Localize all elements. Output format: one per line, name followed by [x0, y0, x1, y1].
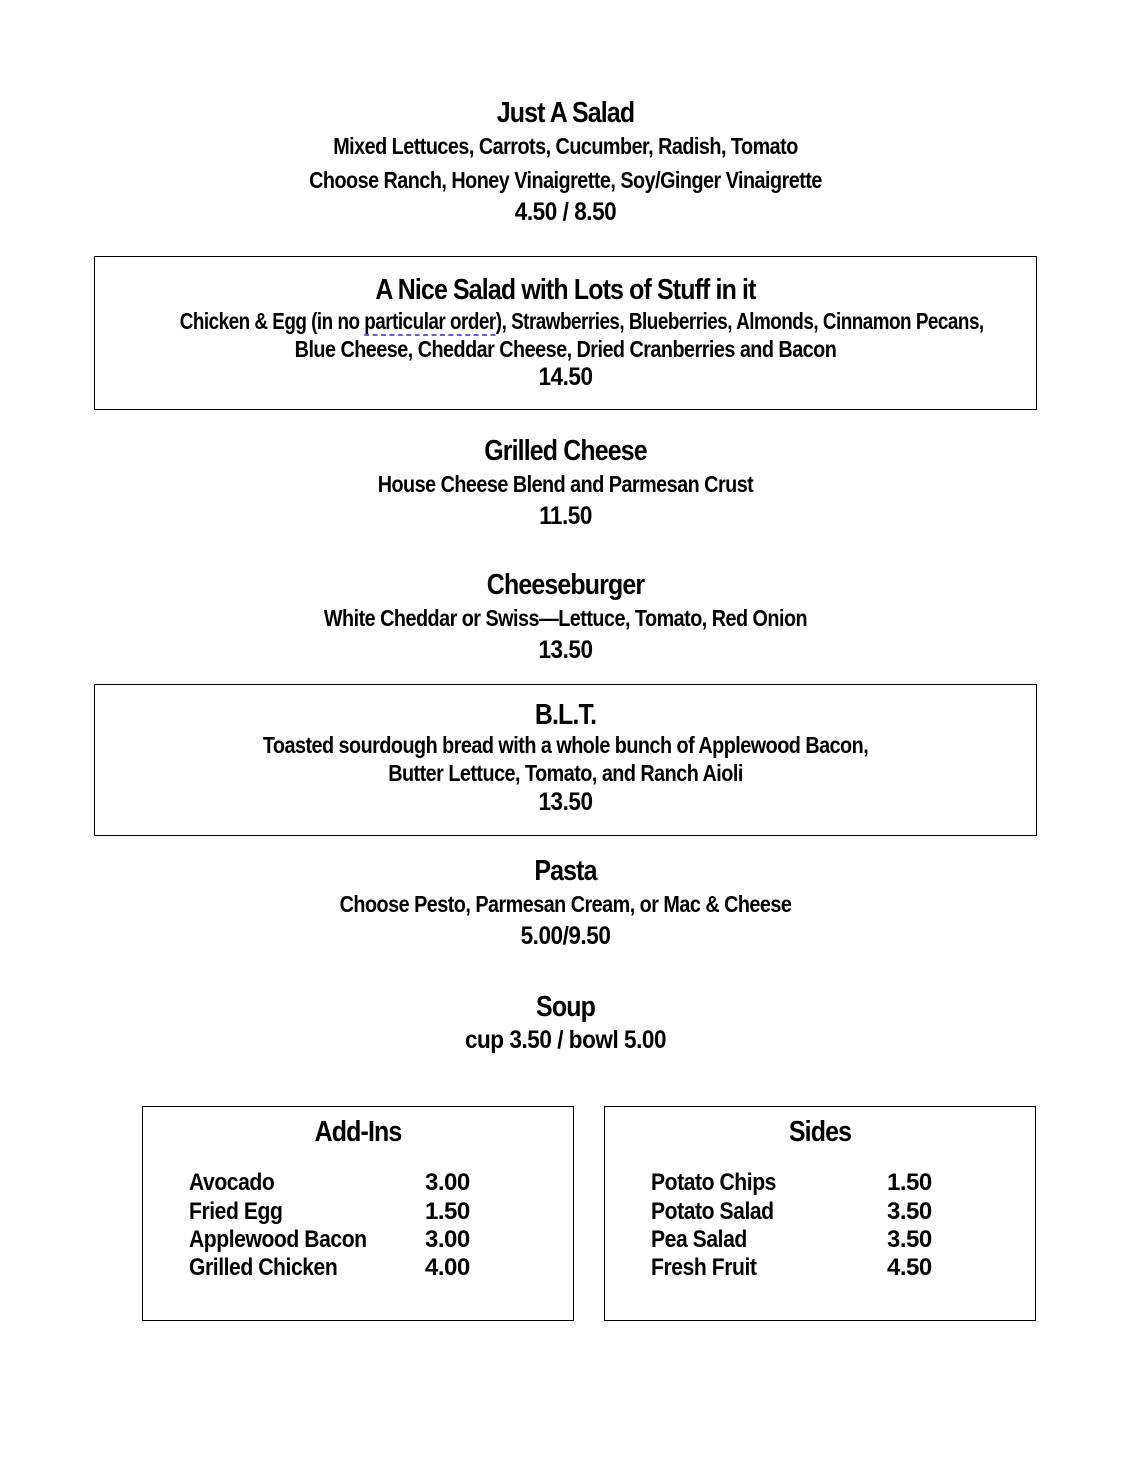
- item-name: Grilled Chicken: [189, 1254, 338, 1281]
- item-price: 4.00: [425, 1254, 470, 1281]
- menu-item-nice-salad: [94, 256, 1037, 410]
- item-title: Cheeseburger: [486, 569, 645, 601]
- item-price: 1.50: [425, 1198, 470, 1225]
- item-price: 5.00/9.50: [520, 922, 611, 950]
- item-name: Avocado: [189, 1169, 275, 1196]
- item-name: Applewood Bacon: [189, 1226, 367, 1253]
- item-description: Toasted sourdough bread with a whole bunch of Applewood Bacon,: [262, 732, 869, 758]
- spellcheck-underline-text: particular order: [364, 308, 496, 334]
- item-price: 4.50 / 8.50: [514, 198, 617, 226]
- item-description: Butter Lettuce, Tomato, and Ranch Aioli: [388, 760, 743, 786]
- item-title: Pasta: [534, 855, 597, 887]
- item-name: Pea Salad: [651, 1226, 747, 1253]
- item-name: Potato Salad: [651, 1198, 774, 1225]
- item-name: Fried Egg: [189, 1198, 283, 1225]
- panel-title: Add-Ins: [314, 1116, 402, 1148]
- item-description: Choose Ranch, Honey Vinaigrette, Soy/Ginger Vinaigrette: [309, 167, 822, 193]
- menu-item-soup: [94, 990, 1037, 1056]
- add-ins-panel: [142, 1106, 574, 1321]
- item-price: 3.50: [887, 1198, 932, 1225]
- item-title: A Nice Salad with Lots of Stuff in it: [375, 274, 756, 306]
- panel-title: Sides: [788, 1116, 852, 1148]
- item-description: House Cheese Blend and Parmesan Crust: [377, 471, 754, 497]
- desc-part: ), Strawberries, Blueberries, Almonds, Cinnamon Pecans,: [495, 308, 984, 334]
- item-description: Mixed Lettuces, Carrots, Cucumber, Radish, Tomato: [333, 133, 798, 159]
- item-price: 1.50: [887, 1169, 932, 1196]
- item-title: Soup: [536, 991, 595, 1023]
- menu-item-pasta: [94, 854, 1037, 952]
- item-title: B.L.T.: [534, 699, 597, 731]
- item-description: [179, 307, 984, 335]
- item-title: Just A Salad: [496, 97, 635, 129]
- item-price: 3.00: [425, 1169, 470, 1196]
- item-price: 4.50: [887, 1254, 932, 1281]
- item-price: cup 3.50 / bowl 5.00: [464, 1026, 667, 1054]
- item-price: 11.50: [539, 502, 592, 530]
- item-price: 14.50: [538, 363, 593, 391]
- item-description: White Cheddar or Swiss—Lettuce, Tomato, Red Onion: [323, 605, 808, 631]
- item-title: Grilled Cheese: [484, 435, 647, 467]
- menu-item-blt: [94, 684, 1037, 836]
- item-price: 3.00: [425, 1226, 470, 1253]
- item-name: Potato Chips: [651, 1169, 776, 1196]
- menu-item-cheeseburger: [94, 568, 1037, 666]
- menu-item-just-a-salad: [94, 96, 1037, 228]
- item-description: Choose Pesto, Parmesan Cream, or Mac & Cheese: [339, 891, 792, 917]
- item-price: 13.50: [538, 636, 593, 664]
- desc-part: Chicken & Egg (in no: [179, 308, 365, 334]
- item-price: 3.50: [887, 1226, 932, 1253]
- item-price: 13.50: [538, 788, 593, 816]
- sides-panel: [604, 1106, 1036, 1321]
- menu-item-grilled-cheese: [94, 434, 1037, 532]
- item-description: Blue Cheese, Cheddar Cheese, Dried Cranberries and Bacon: [294, 336, 837, 362]
- item-name: Fresh Fruit: [651, 1254, 757, 1281]
